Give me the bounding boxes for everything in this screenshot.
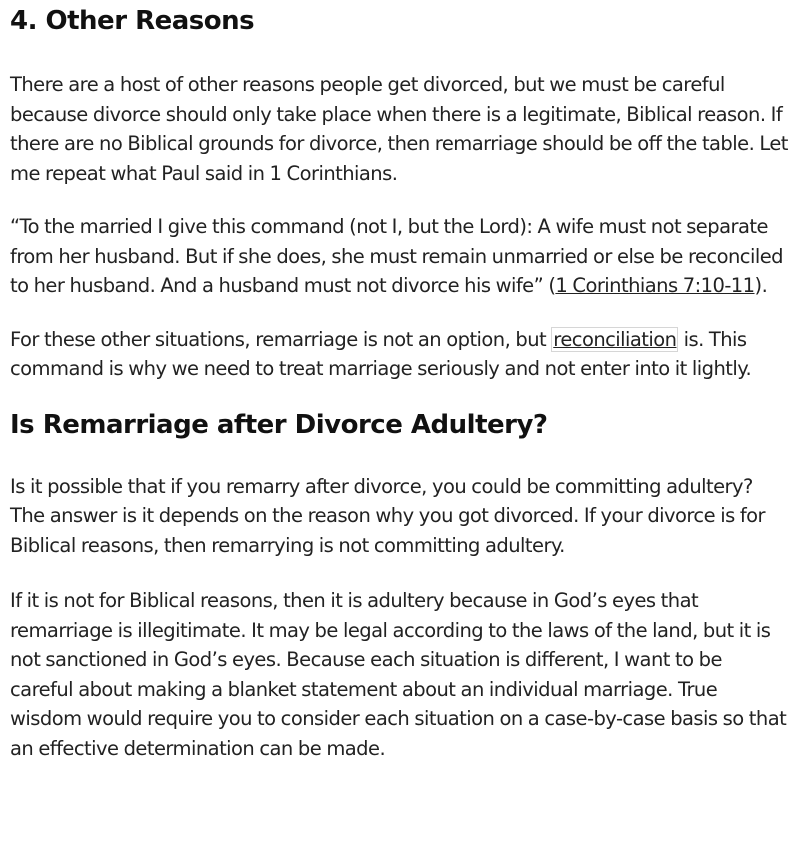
paragraph-remarriage-question: Is it possible that if you remarry after divorce, you could be committing adultery? The answer is it depends on the reason why you got divorced. If your divorce is for Biblical reasons, then remarrying is not committing adultery.: [10, 474, 765, 557]
reconciliation-link[interactable]: reconciliation: [553, 327, 677, 351]
paragraph-other-reasons-intro: There are a host of other reasons people get divorced, but we must be careful because divorce should only take place when there is a legitimate, Biblical reason. If there are no Biblical grounds for divorce, then remarriage should be off the table. Let me repeat what Paul said in 1 Corinthians.: [10, 73, 788, 185]
paragraph-reconciliation: [10, 325, 790, 384]
section-heading-remarriage-adultery: Is Remarriage after Divorce Adultery?: [10, 409, 548, 440]
scripture-quote-paragraph: [10, 212, 790, 301]
scripture-quote-text: “To the married I give this command (not I, but the Lord): A wife must not separate from her husband. But if she does, she must remain unmarried or else be reconciled to her husband. And a husband must not divorce his wife” (: [10, 215, 783, 297]
paragraph-not-biblical-reasons: If it is not for Biblical reasons, then it is adultery because in God’s eyes that remarriage is illegitimate. It may be legal according to the laws of the land, but it is not sanctioned in God’s eyes. Because each situation is different, I want to be careful about making a blanket statement about an individual marriage. True wisdom would require you to consider each situation on a case-by-case basis so that an effective determination can be made.: [10, 589, 787, 760]
scripture-reference-link[interactable]: 1 Corinthians 7:10-11: [555, 274, 755, 297]
scripture-quote-end: ).: [754, 274, 768, 297]
section-heading-other-reasons: 4. Other Reasons: [10, 6, 255, 36]
paragraph-reconciliation-before: For these other situations, remarriage is not an option, but: [10, 327, 552, 351]
paragraph-reconciliation-after: is. This command is why we need to treat marriage seriously and not enter into it lightly.: [10, 327, 752, 380]
